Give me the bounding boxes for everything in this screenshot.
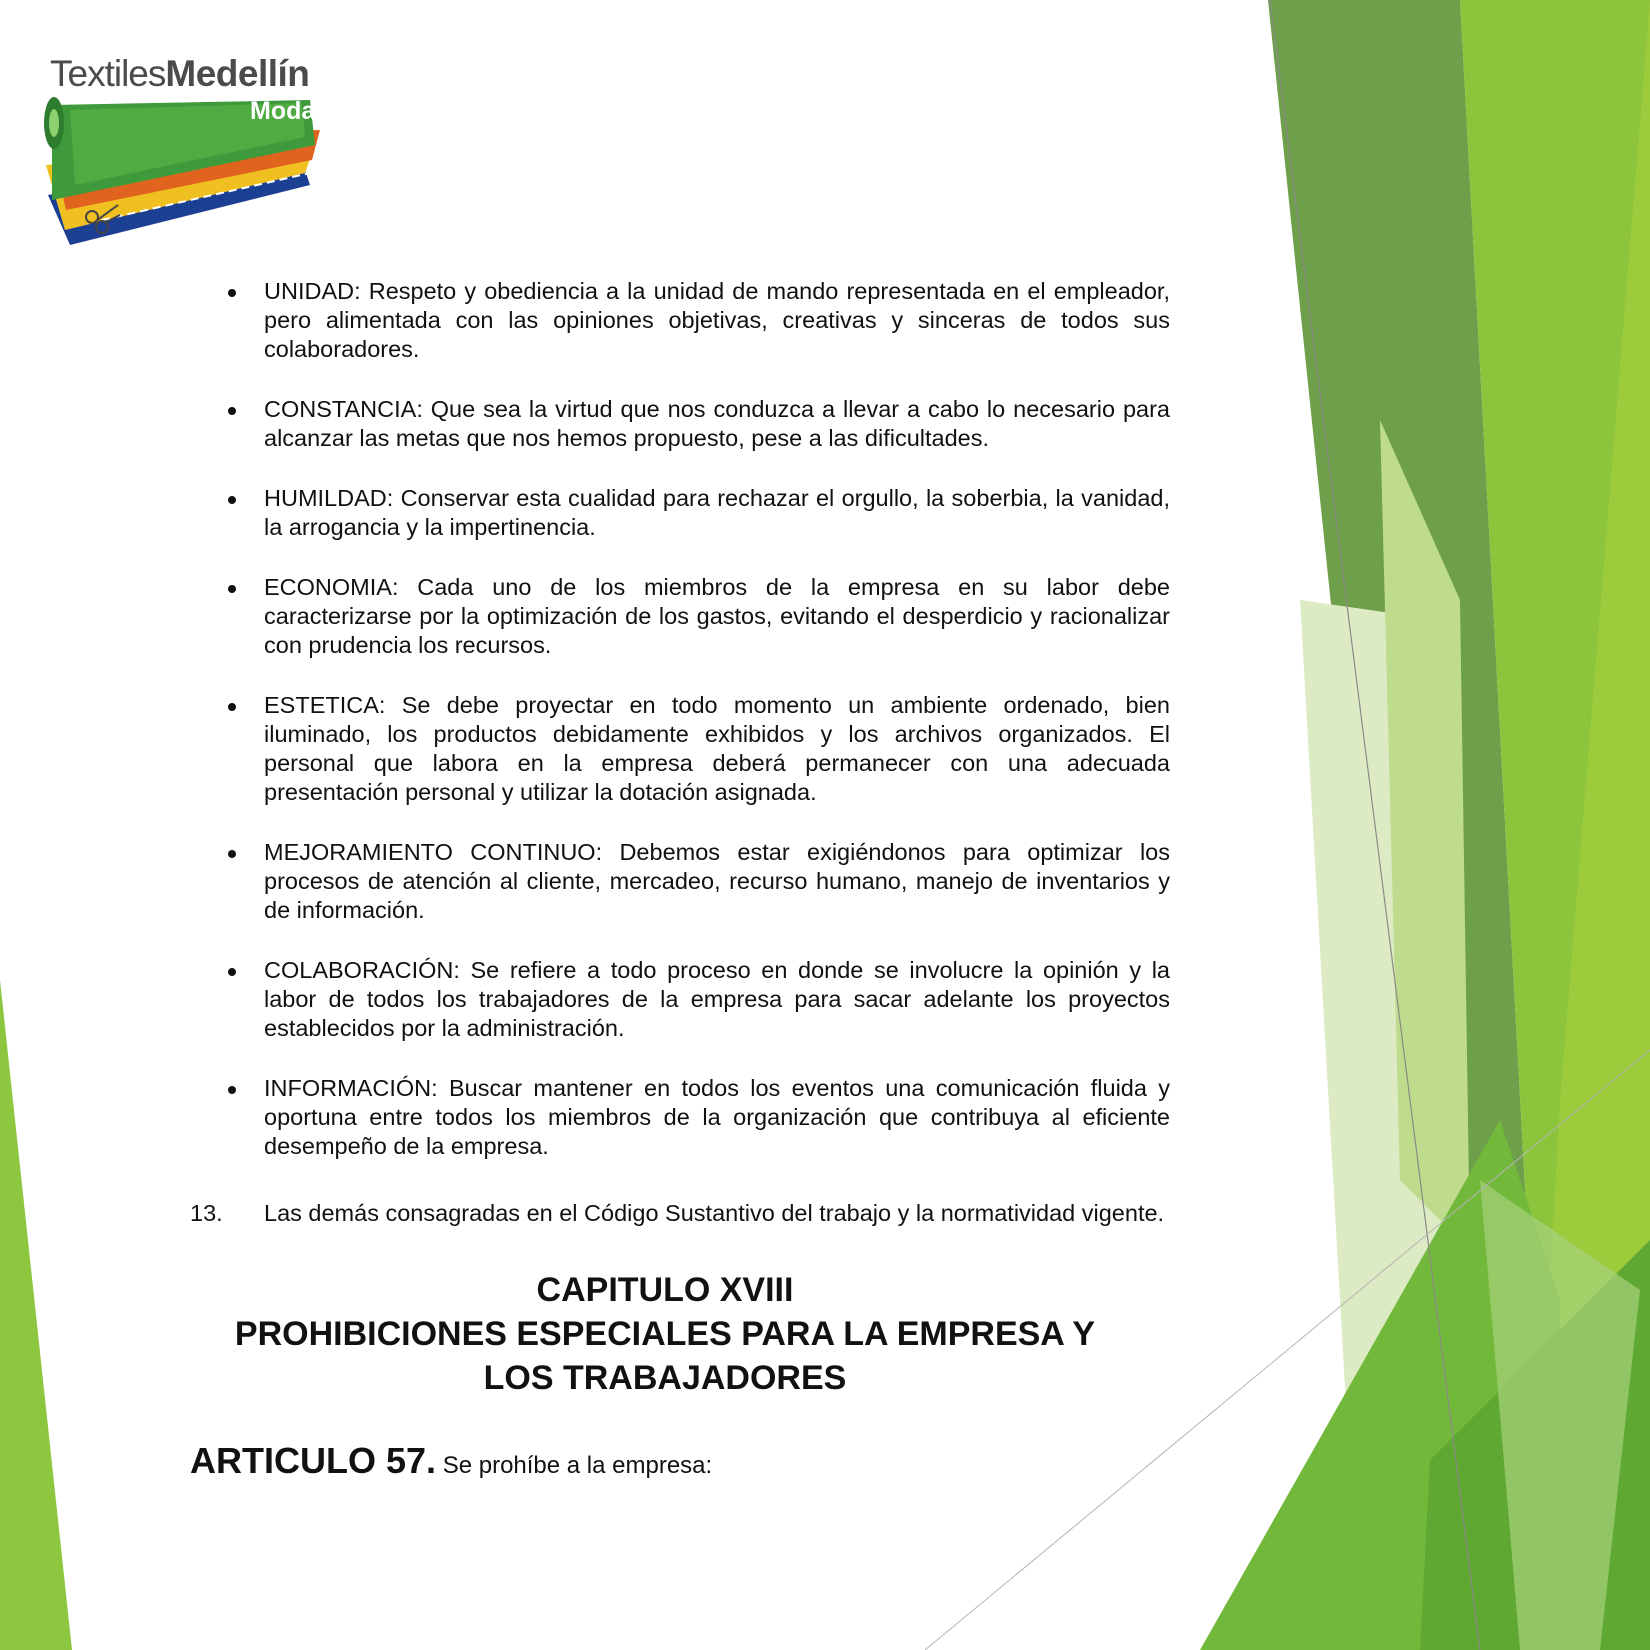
bullet-icon xyxy=(228,407,236,415)
list-item-text: UNIDAD: Respeto y obediencia a la unidad de mando representada en el empleador, pero alimentada con las opiniones objetivas, creativas y sinceras de todos sus colaboradores. xyxy=(264,278,1170,362)
article-heading xyxy=(190,1440,712,1482)
bullet-icon xyxy=(228,1086,236,1094)
document-body xyxy=(180,0,1170,1650)
bullet-icon xyxy=(228,850,236,858)
list-item-text: HUMILDAD: Conservar esta cualidad para rechazar el orgullo, la soberbia, la vanidad, la arrogancia y la impertinencia. xyxy=(264,485,1170,540)
bullet-icon xyxy=(228,289,236,297)
article-label: ARTICULO 57. xyxy=(190,1440,437,1481)
list-item-text: ESTETICA: Se debe proyectar en todo momento un ambiente ordenado, bien iluminado, los productos debidamente exhibidos y los archivos organizados. El personal que labora en la empresa deberá permanecer con una adecuada presentación personal y utilizar la dotación asignada. xyxy=(264,692,1170,805)
item-text: Las demás consagradas en el Código Sustantivo del trabajo y la normatividad vigente. xyxy=(264,1200,1165,1226)
left-green-wedge xyxy=(0,980,72,1650)
article-text: Se prohíbe a la empresa: xyxy=(436,1452,713,1479)
list-item xyxy=(228,1074,1170,1161)
list-item-text: COLABORACIÓN: Se refiere a todo proceso en donde se involucre la opinión y la labor de todos los trabajadores de la empresa para sacar adelante los proyectos establecidos por la administración. xyxy=(264,957,1170,1041)
numbered-item xyxy=(190,1199,1166,1228)
logo-tagline: Moda xyxy=(250,97,316,125)
item-number: 13. xyxy=(190,1200,223,1226)
logo-word-medellin: Medellín xyxy=(165,53,310,94)
list-item-text: INFORMACIÓN: Buscar mantener en todos los eventos una comunicación fluida y oportuna entre todos los miembros de la organización que contribuya al eficiente desempeño de la empresa. xyxy=(264,1075,1170,1159)
list-item xyxy=(228,691,1170,807)
values-list xyxy=(228,277,1170,1192)
list-item-text: CONSTANCIA: Que sea la virtud que nos conduzca a llevar a cabo lo necesario para alcanzar las metas que nos hemos propuesto, pese a las dificultades. xyxy=(264,396,1170,451)
list-item xyxy=(228,838,1170,925)
list-item xyxy=(228,573,1170,660)
bullet-icon xyxy=(228,703,236,711)
chapter-title-line2: LOS TRABAJADORES xyxy=(483,1359,847,1397)
list-item xyxy=(228,277,1170,364)
list-item xyxy=(228,484,1170,542)
bullet-icon xyxy=(228,968,236,976)
chapter-title-line1: PROHIBICIONES ESPECIALES PARA LA EMPRESA Y xyxy=(234,1315,1096,1353)
list-item-text: MEJORAMIENTO CONTINUO: Debemos estar exigiéndonos para optimizar los procesos de atención al cliente, mercadeo, recurso humano, manejo de inventarios y de información. xyxy=(264,839,1170,923)
list-item xyxy=(228,395,1170,453)
chapter-heading xyxy=(190,1268,1140,1400)
list-item xyxy=(228,956,1170,1043)
bullet-icon xyxy=(228,585,236,593)
list-item-text: ECONOMIA: Cada uno de los miembros de la empresa en su labor debe caracterizarse por la optimización de los gastos, evitando el desperdicio y racionalizar con prudencia los recursos. xyxy=(264,574,1170,658)
chapter-number: CAPITULO XVIII xyxy=(536,1271,794,1309)
logo-word-textiles: Textiles xyxy=(50,53,166,94)
bullet-icon xyxy=(228,496,236,504)
